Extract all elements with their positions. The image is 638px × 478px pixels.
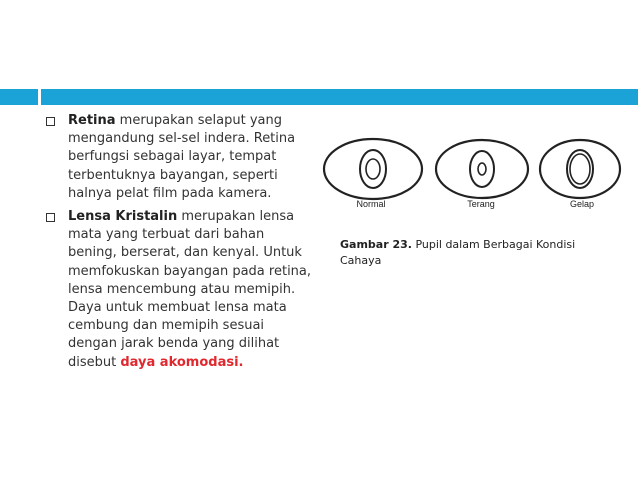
square-bullet-icon (46, 117, 55, 126)
bullet-list (46, 112, 316, 377)
eye-terang (436, 140, 528, 209)
header-accent-left (0, 89, 38, 105)
header-accent-bar (41, 89, 638, 105)
bullet-text: merupakan lensa mata yang terbuat dari bahan bening, berserat, dan kenyal. Untuk memfokuskan bayangan pada retina, lensa mencembung atau memipih. Daya untuk membuat lensa mata cembung dan memipih sesuai dengan jarak benda yang dilihat disebut (68, 209, 312, 370)
eye-label-normal: Normal (356, 199, 386, 209)
eye-normal (324, 139, 422, 209)
highlight-term: daya akomodasi. (120, 354, 244, 370)
caption-label: Gambar 23. (340, 238, 412, 251)
eye-label-terang: Terang (467, 199, 495, 209)
caption-text: Pupil dalam Berbagai Kondisi Cahaya (340, 238, 576, 267)
square-bullet-icon (46, 213, 55, 222)
figure-caption (340, 237, 600, 269)
eye-gelap (540, 140, 620, 209)
eye-label-gelap: Gelap (569, 199, 595, 209)
bullet-text: merupakan selaput yang mengandung sel-sel indera. Retina berfungsi sebagai layar, tempat terbentuknya bayangan, seperti halnya pelat film pada kamera. (68, 113, 296, 201)
pupil-figure (322, 134, 622, 214)
bullet-lensa-kristalin (46, 208, 316, 372)
bullet-term: Lensa Kristalin (68, 209, 178, 225)
bullet-term: Retina (68, 113, 116, 128)
bullet-retina (46, 112, 316, 203)
